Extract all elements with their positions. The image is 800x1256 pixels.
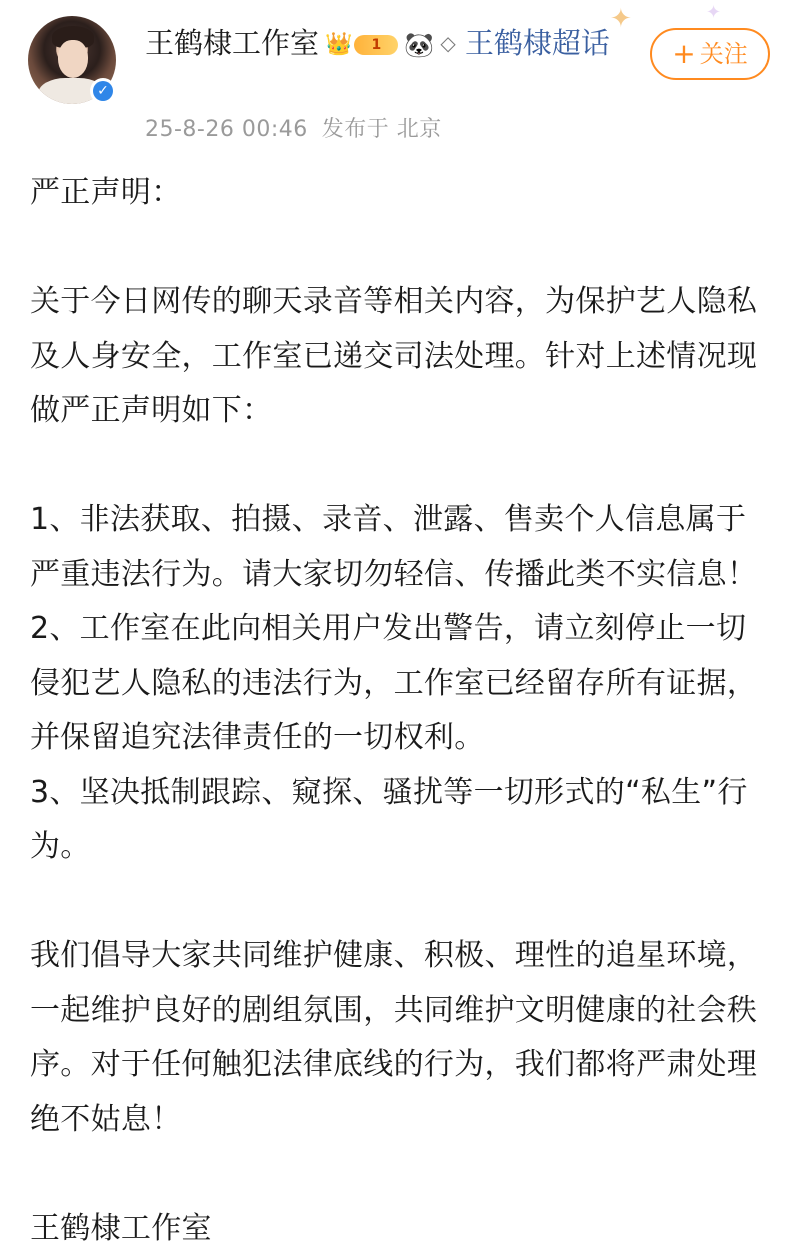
crown-icon[interactable]: 👑 [325,24,352,66]
post-point-2: 2、工作室在此向相关用户发出警告，请立刻停止一切侵犯艺人隐私的违法行为，工作室已经留存所有证据，并保留追究法律责任的一切权利。 [30,602,775,766]
diamond-icon: ◇ [440,22,455,64]
account-name-line [145,22,635,66]
post-signature: 王鹤棣工作室 [30,1202,775,1256]
follow-button-label: 关注 [700,40,748,68]
post-location: 发布于 北京 [322,117,442,142]
plus-icon: + [672,37,695,70]
level-badge-icon[interactable]: 1 [354,35,398,55]
paragraph-gap [30,875,775,930]
follow-button[interactable] [650,28,770,80]
account-name[interactable]: 王鹤棣工作室 [145,26,319,60]
post-title: 严正声明： [30,166,775,221]
post-closing: 我们倡导大家共同维护健康、积极、理性的追星环境，一起维护良好的剧组氛围，共同维护文明健康的社会秩序。对于任何触犯法律底线的行为，我们都将严肃处理绝不姑息！ [30,929,775,1147]
post-meta [145,112,442,143]
verified-check-icon: ✓ [93,81,113,101]
paragraph-gap [30,439,775,494]
panda-icon[interactable]: 🐼 [404,24,434,66]
sparkle-decoration-icon: ✦ [706,2,721,23]
star-decoration-icon: ✦ [610,4,632,34]
verified-icon [90,78,116,104]
paragraph-gap [30,1147,775,1202]
supertopic-link[interactable]: 王鹤棣超话 [465,26,610,60]
post-point-1: 1、非法获取、拍摄、录音、泄露、售卖个人信息属于严重违法行为。请大家切勿轻信、传播此类不实信息！ [30,493,775,602]
post-intro: 关于今日网传的聊天录音等相关内容，为保护艺人隐私及人身安全，工作室已递交司法处理。针对上述情况现做严正声明如下： [30,275,775,439]
post-time: 25-8-26 00:46 [145,117,308,142]
post-body [30,166,775,1256]
post-header [0,0,800,150]
post-point-3: 3、坚决抵制跟踪、窥探、骚扰等一切形式的“私生”行为。 [30,766,775,875]
avatar-face [58,40,88,78]
paragraph-gap [30,221,775,276]
